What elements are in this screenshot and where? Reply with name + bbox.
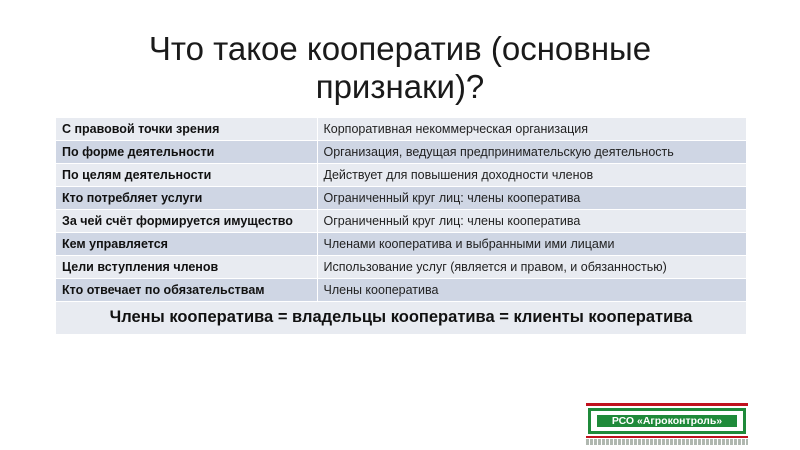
summary-text: Члены кооператива = владельцы кооператива = клиенты кооператива [56,302,746,335]
row-label: По форме деятельности [56,141,317,164]
cooperative-features-table [56,118,746,335]
row-label: Кем управляется [56,233,317,256]
row-label: Кто потребляет услуги [56,187,317,210]
table-row [56,187,746,210]
summary-row [56,302,746,335]
table-row [56,210,746,233]
logo-text: РСО «Агроконтроль» [611,415,723,427]
row-label: За чей счёт формируется имущество [56,210,317,233]
agrokontrol-logo [586,403,748,445]
row-value: Организация, ведущая предпринимательскую деятельность [317,141,746,164]
table-row [56,256,746,279]
row-value: Ограниченный круг лиц: члены кооператива [317,210,746,233]
table-row [56,233,746,256]
row-value: Ограниченный круг лиц: члены кооператива [317,187,746,210]
table-row [56,164,746,187]
row-value: Использование услуг (является и правом, и обязанностью) [317,256,746,279]
logo-red-band-bottom [586,436,748,438]
logo-frame [588,408,746,434]
table-row [56,279,746,302]
logo-fine-print [586,439,748,445]
row-value: Члены кооператива [317,279,746,302]
table-row [56,141,746,164]
row-label: Кто отвечает по обязательствам [56,279,317,302]
logo-plate [597,415,737,427]
row-value: Действует для повышения доходности членов [317,164,746,187]
table-row [56,118,746,141]
row-value: Членами кооператива и выбранными ими лицами [317,233,746,256]
logo-red-band [586,403,748,406]
row-value: Корпоративная некоммерческая организация [317,118,746,141]
slide-title: Что такое кооператив (основные признаки)? [148,30,652,105]
row-label: Цели вступления членов [56,256,317,279]
row-label: По целям деятельности [56,164,317,187]
row-label: С правовой точки зрения [56,118,317,141]
